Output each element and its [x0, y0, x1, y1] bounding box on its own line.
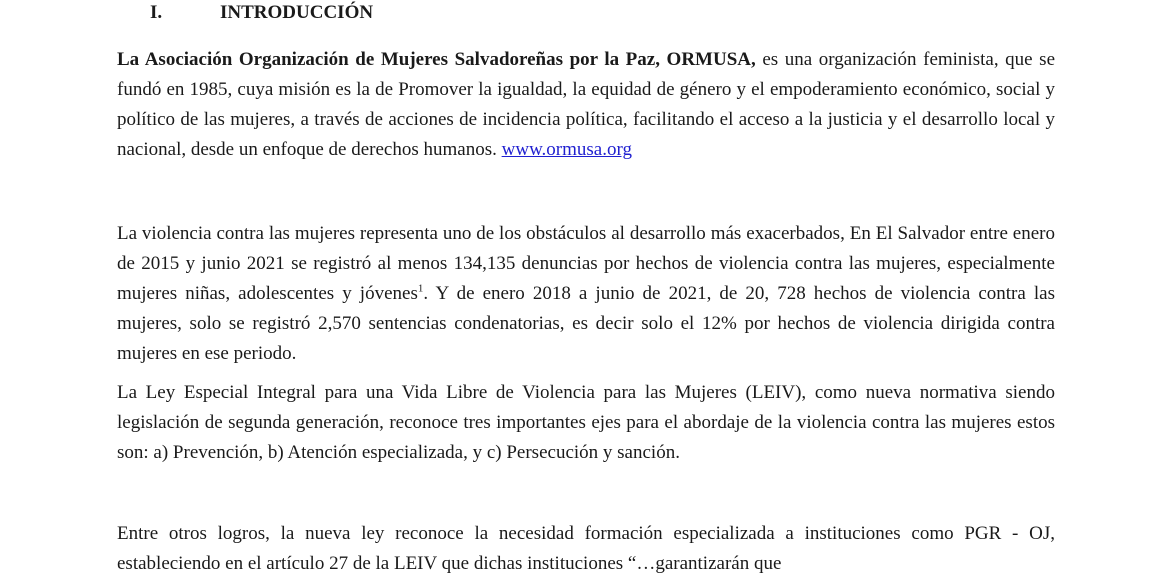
paragraph-violence-text-a: La violencia contra las mujeres representa uno de los obstáculos al desarrollo más exacerbados, En El Salvador entre enero de 2015 y junio 2021 se registró al menos 134,135 denuncias por hechos de violencia contra las mujeres, especialmente mujeres niñas, adolescentes y jóvenes: [117, 223, 1055, 304]
paragraph-leiv: [117, 378, 1055, 468]
paragraph-achievements: [117, 519, 1055, 578]
section-number: I.: [150, 2, 163, 23]
section-title: INTRODUCCIÓN: [220, 2, 374, 23]
paragraph-leiv-text: La Ley Especial Integral para una Vida Libre de Violencia para las Mujeres (LEIV), como nueva normativa siendo legislación de segunda generación, reconoce tres importantes ejes para el abordaje de la violencia contra las mujeres estos son: a) Prevención, b) Atención especializada, y c) Persecución y sanción.: [117, 382, 1055, 463]
website-link[interactable]: www.ormusa.org: [501, 139, 632, 160]
paragraph-intro-text: es una organización feminista, que se fundó en 1985, cuya misión es la de Promover la igualdad, la equidad de género y el empoderamiento económico, social y político de las mujeres, a través de acciones de incidencia política, facilitando el acceso a la justicia y el desarrollo local y nacional, desde un enfoque de derechos humanos.: [117, 49, 1055, 160]
section-heading: [150, 1, 373, 25]
paragraph-violence-stats: [117, 219, 1055, 369]
paragraph-achievements-text: Entre otros logros, la nueva ley reconoce la necesidad formación especializada a instituciones como PGR - OJ, estableciendo en el artículo 27 de la LEIV que dichas instituciones “…garantizarán que: [117, 523, 1055, 574]
paragraph-intro: [117, 45, 1055, 165]
footnote-marker[interactable]: 1: [417, 282, 424, 295]
paragraph-violence-text-b: . Y de enero 2018 a junio de 2021, de 20, 728 hechos de violencia contra las mujeres, solo se registró 2,570 sentencias condenatorias, es decir solo el 12% por hechos de violencia dirigida contra mujeres en ese periodo.: [117, 283, 1055, 364]
organization-name: La Asociación Organización de Mujeres Salvadoreñas por la Paz, ORMUSA,: [117, 49, 756, 70]
